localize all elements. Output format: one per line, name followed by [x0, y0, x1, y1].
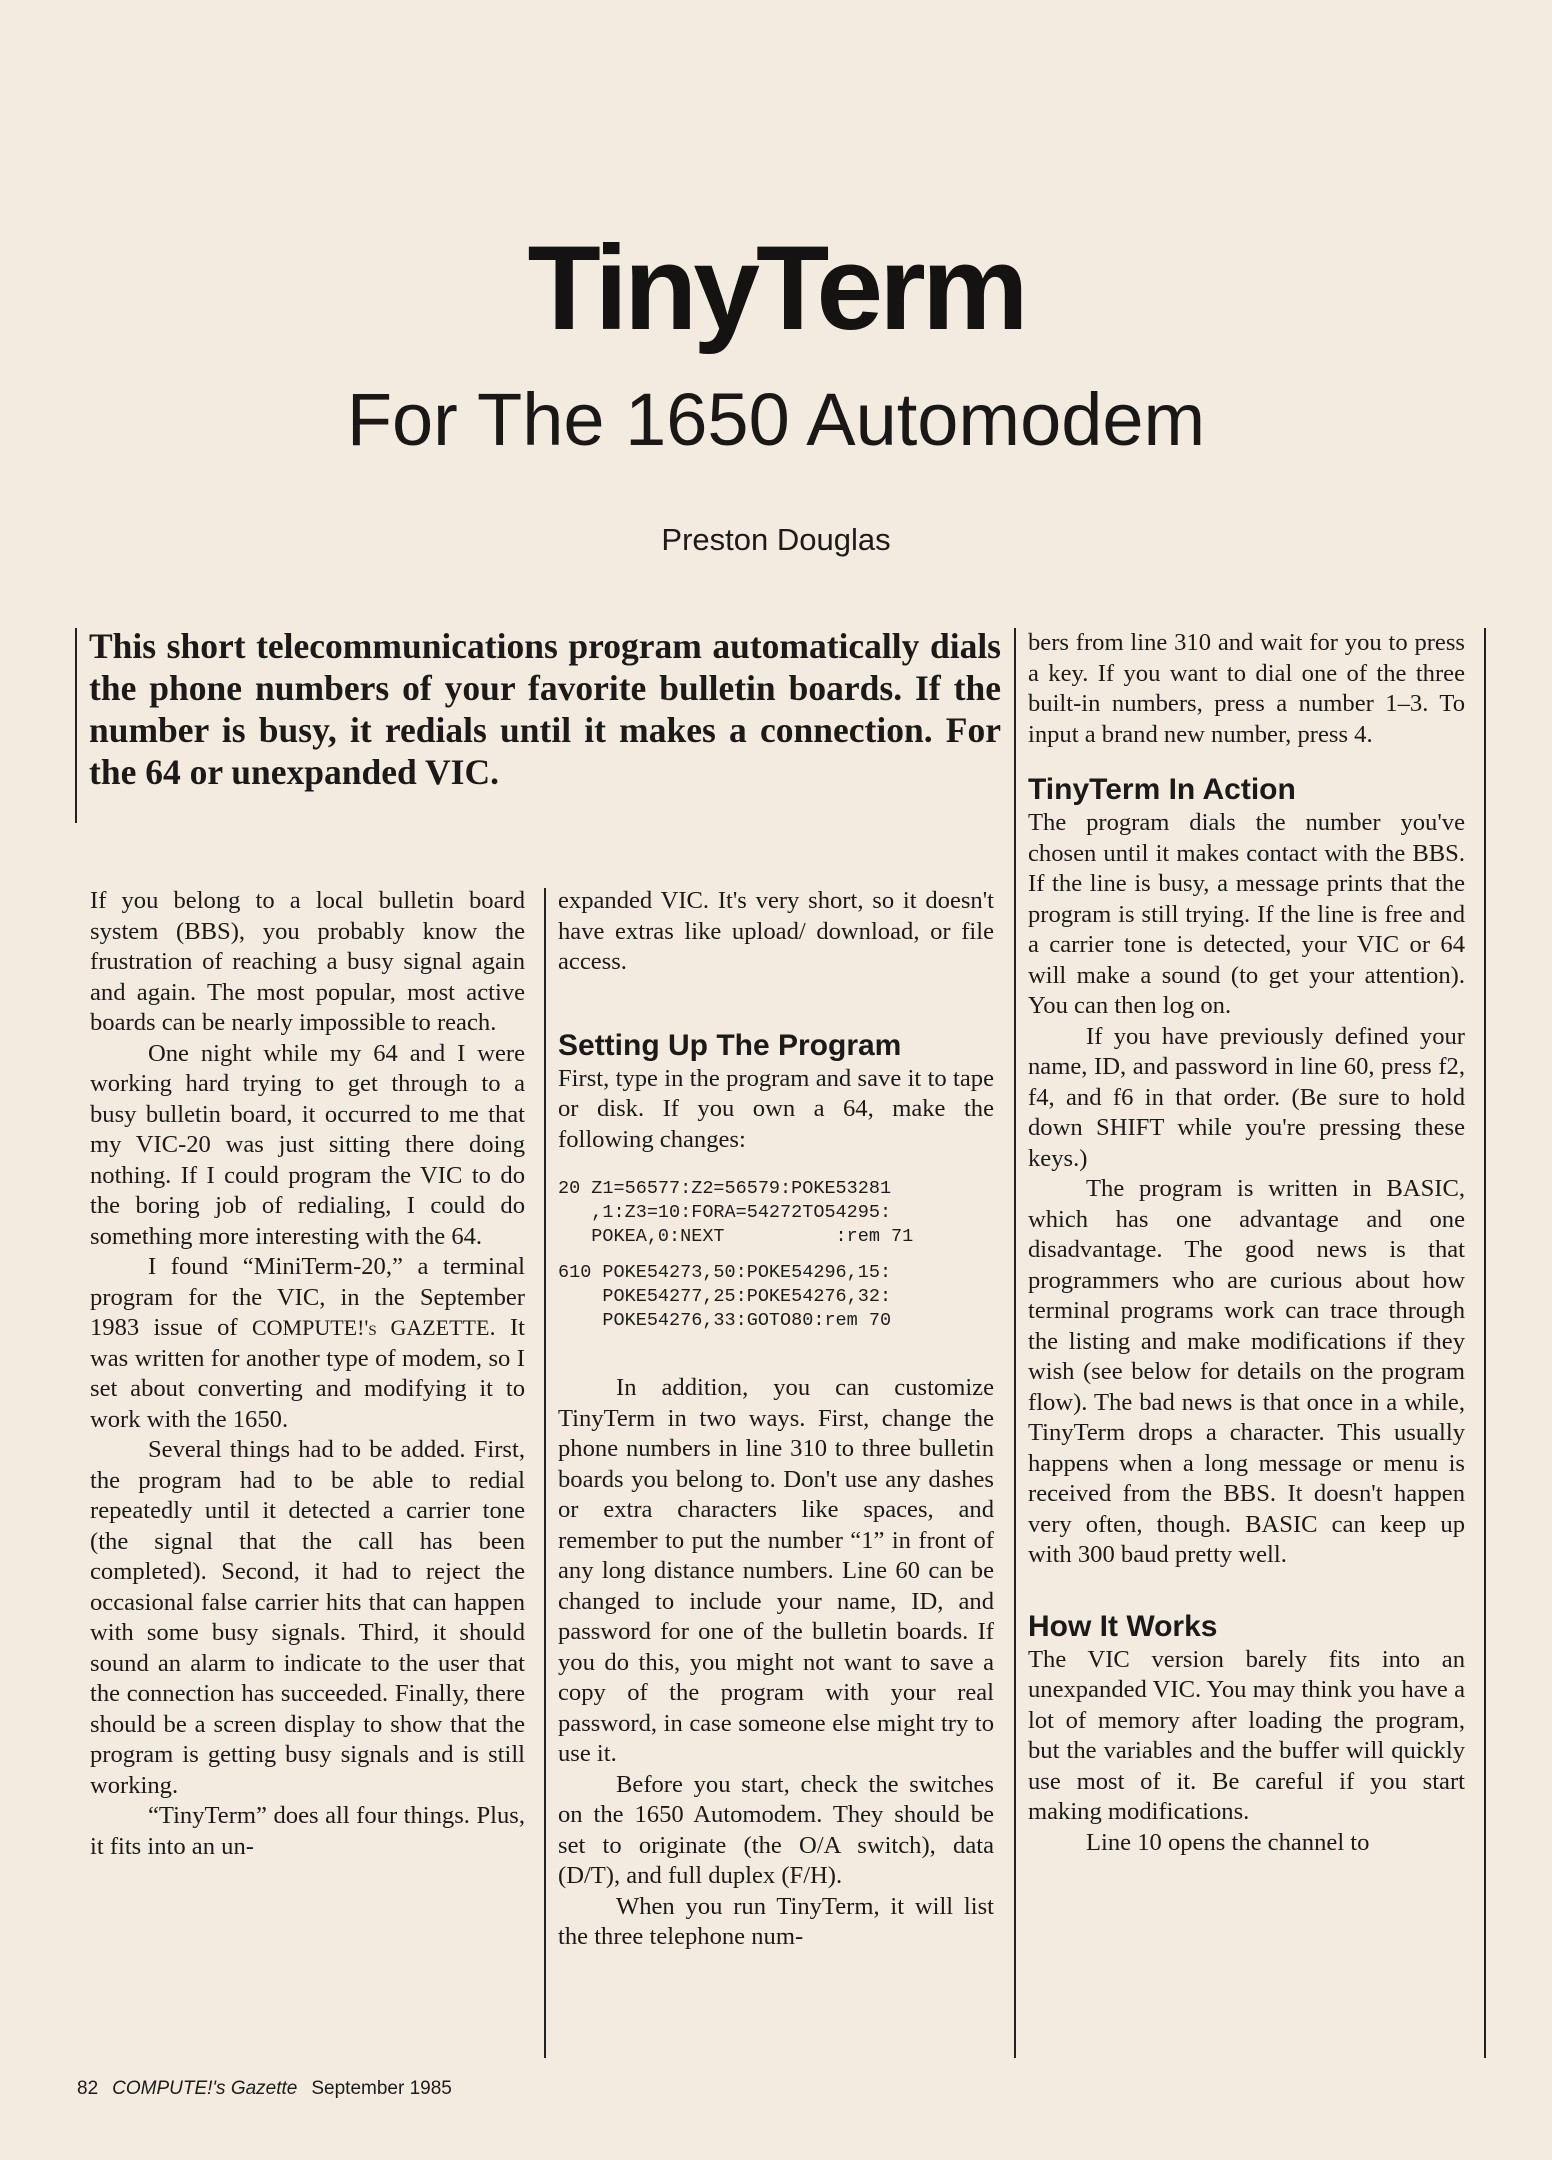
article-subtitle: For The 1650 Automodem	[346, 378, 1206, 461]
paragraph: Several things had to be added. First, the program had to be able to redial repeatedly until it detected a carrier tone (the signal that the call has been completed). Second, it had to reject the occasional false carrier hits that can happen with some busy signals. Third, it should sound an alarm to indicate to the user that the connection has succeeded. Finally, there should be a screen display to show that the program is getting busy signals and is still working.	[90, 1436, 525, 1799]
paragraph: One night while my 64 and I were working hard trying to get through to a busy bulletin board, it occurred to me that my VIC-20 was just sitting there doing nothing. If I could program the VIC to do the boring job of redialing, I could do something more interesting with the 64.	[90, 1039, 525, 1250]
column-rule-2-3	[1014, 628, 1016, 2058]
issue-date: September 1985	[311, 2078, 452, 2099]
page-footer	[77, 2078, 452, 2100]
paragraph-text: I found “MiniTerm-20,” a terminal program for the VIC, in the September 1983 issue of	[90, 1253, 525, 1341]
paragraph: The VIC version barely fits into an unexpanded VIC. You may think you have a lot of memory after loading the program, but the variables and the buffer will quickly use most of it. Be careful if you start making modifications.	[1028, 1645, 1465, 1825]
paragraph: If you have previously defined your name, ID, and password in line 60, press f2, f4, and f6 in that order. (Be sure to hold down SHIFT while you're pressing these keys.)	[1028, 1022, 1465, 1172]
abstract-left-rule	[75, 628, 77, 823]
paragraph: bers from line 310 and wait for you to press a key. If you want to dial one of the three built-in numbers, press a number 1–3. To input a brand new number, press 4.	[1028, 629, 1465, 748]
paragraph: When you run TinyTerm, it will list the three telephone num-	[558, 1892, 994, 1950]
paragraph: “TinyTerm” does all four things. Plus, it fits into an un-	[90, 1802, 525, 1860]
code-listing: 610 POKE54273,50:POKE54296,15: POKE54277,25:POKE54276,32: POKE54276,33:GOTO80:rem 70	[558, 1262, 892, 1331]
page-number: 82	[77, 2078, 99, 2099]
column-rule-1-2	[544, 888, 546, 2058]
paragraph: The program is written in BASIC, which has one advantage and one disadvantage. The good news is that programmers who are curious about how terminal programs work can trace through the listing and make modifications if they wish (see below for details on the program flow). The bad news is that once in a while, TinyTerm drops a character. This usually happens when a long message or menu is received from the BBS. It doesn't happen very often, though. BASIC can keep up with 300 baud pretty well.	[1028, 1175, 1465, 1568]
section-heading: How It Works	[1028, 1609, 1218, 1643]
paragraph: If you belong to a local bulletin board system (BBS), you probably know the frustration of reaching a busy signal again and again. The most popular, most active boards can be nearly impossible to reach.	[90, 887, 525, 1036]
paragraph	[90, 1252, 525, 1435]
paragraph: First, type in the program and save it to tape or disk. If you own a 64, make the following changes:	[558, 1064, 994, 1153]
text-column-1	[90, 886, 525, 1862]
author-byline: Preston Douglas	[661, 522, 891, 557]
column-rule-right	[1484, 628, 1486, 2058]
article-title: TinyTerm	[527, 221, 1025, 355]
paragraph: Line 10 opens the channel to	[1086, 1828, 1370, 1856]
text-column-3	[1028, 628, 1465, 1858]
publication-reference: COMPUTE!'s GAZETTE	[251, 1315, 490, 1340]
paragraph: Before you start, check the switches on the 1650 Automodem. They should be set to originate (the O/A switch), data (D/T), and full duplex (F/H).	[558, 1770, 994, 1889]
paragraph: The program dials the number you've chosen until it makes contact with the BBS. If the line is busy, a message prints that the program is still trying. If the line is free and a carrier tone is detected, your VIC or 64 will make a sound (to get your attention). You can then log on.	[1028, 809, 1465, 1019]
publication-name: COMPUTE!'s Gazette	[112, 2078, 298, 2099]
paragraph: In addition, you can customize TinyTerm in two ways. First, change the phone numbers in line 310 to three bulletin boards you belong to. Don't use any dashes or extra characters like spaces, and remember to put the number “1” in front of any long distance numbers. Line 60 can be changed to include your name, ID, and password for one of the bulletin boards. If you do this, you might not want to save a copy of the program with your real password, in case someone else might try to use it.	[558, 1374, 994, 1767]
article-abstract: This short telecommunications program automatically dials the phone numbers of your favorite bulletin boards. If the number is busy, it redials until it makes a connection. For the 64 or unexpanded VIC.	[89, 626, 1001, 792]
section-heading: Setting Up The Program	[558, 1028, 902, 1062]
paragraph-text: . It was written for another type of modem, so I set about converting and modifying it to work with the 1650.	[90, 1314, 525, 1433]
section-heading: TinyTerm In Action	[1028, 773, 1296, 806]
code-listing: 20 Z1=56577:Z2=56579:POKE53281 ,1:Z3=10:FORA=54272TO54295: POKEA,0:NEXT :rem 71	[558, 1178, 914, 1247]
paragraph: expanded VIC. It's very short, so it doesn't have extras like upload/ download, or file access.	[558, 887, 994, 975]
text-column-2	[558, 886, 994, 1953]
